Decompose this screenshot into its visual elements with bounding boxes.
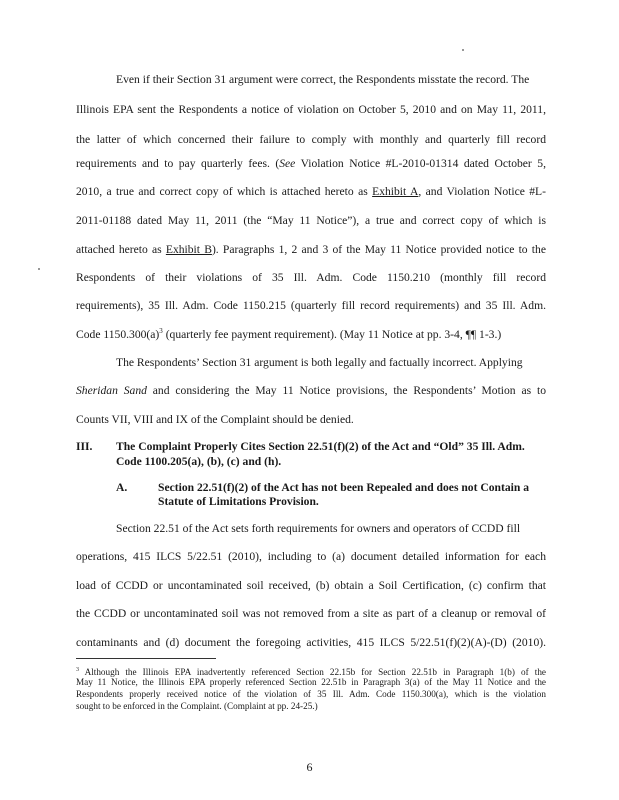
text-line: attached hereto as Exhibit B). Paragraphs 1, 2 and 3 of the May 11 Notice provided notice to the xyxy=(76,243,546,256)
subsection-letter: A. xyxy=(116,481,128,494)
text-line: requirements and to pay quarterly fees. (See Violation Notice #L-2010-01314 dated October 5, xyxy=(76,157,546,170)
scan-speck xyxy=(462,49,464,51)
text-line: the latter of which concerned their failure to comply with monthly and quarterly fill record xyxy=(76,133,546,146)
text-line: Section 22.51 of the Act sets forth requirements for owners and operators of CCDD fill xyxy=(116,522,521,535)
text-line: load of CCDD or uncontaminated soil received, (b) obtain a Soil Certification, (c) confirm that xyxy=(76,579,546,592)
text-line: operations, 415 ILCS 5/22.51 (2010), including to (a) document detailed information for each xyxy=(76,550,546,563)
footnote-line: May 11 Notice, the Illinois EPA properly referenced Section 22.51b in Paragraph 3(a) of the May 11 Notice and the xyxy=(76,677,546,687)
text-line: Even if their Section 31 argument were correct, the Respondents misstate the record. The xyxy=(116,73,530,86)
exhibit-b-reference: Exhibit B xyxy=(165,243,212,256)
section-number: III. xyxy=(76,440,93,453)
text-line: 2010, a true and correct copy of which is attached hereto as Exhibit A, and Violation Notice #L- xyxy=(76,185,547,198)
section-heading: The Complaint Properly Cites Section 22.51(f)(2) of the Act and “Old” 35 Ill. Adm. xyxy=(116,440,525,453)
text-line: Illinois EPA sent the Respondents a notice of violation on October 5, 2010 and on May 11, 2011, xyxy=(76,103,546,116)
footnote-separator xyxy=(76,658,216,659)
footnote-line: $^3$ Although the Illinois EPA inadvertently referenced Section 22.15b for Section 22.51b in Paragraph 1(b) of the xyxy=(76,667,546,678)
footnote-marker: 3 xyxy=(159,327,163,335)
text-line: 2011-01188 dated May 11, 2011 (the “May 11 Notice”), a true and correct copy of which is xyxy=(76,214,546,227)
text-line: the CCDD or uncontaminated soil was not removed from a site as part of a cleanup or removal of xyxy=(76,607,546,620)
text-line: The Respondents’ Section 31 argument is both legally and factually incorrect. Applying xyxy=(116,356,523,369)
text-line: contaminants and (d) document the foregoing activities, 415 ILCS 5/22.51(f)(2)(A)-(D) (2010). xyxy=(76,636,546,649)
text-line: requirements), 35 Ill. Adm. Code 1150.215 (quarterly fill record requirements) and 35 Ill. Adm. xyxy=(76,299,546,312)
footnote-line: sought to be enforced in the Complaint. (Complaint at pp. 24-25.) xyxy=(76,701,318,711)
page-number: 6 xyxy=(306,760,313,774)
scan-speck xyxy=(38,268,40,270)
exhibit-a-reference: Exhibit A xyxy=(372,185,419,198)
footnote-line: Respondents properly received notice of the violation of 35 Ill. Adm. Code 1150.300(a), which is the violation xyxy=(76,689,546,699)
text-line: Counts VII, VIII and IX of the Complaint should be denied. xyxy=(76,413,354,426)
text-line: Code $1150.300(a)^3$ (quarterly fee payment requirement). (May 11 Notice at pp. 3-4, ¶¶ 1-3.) xyxy=(76,327,502,341)
text-line: Sheridan Sand and considering the May 11 Notice provisions, the Respondents’ Motion as to xyxy=(76,384,546,397)
text-line: Respondents of their violations of 35 Ill. Adm. Code 1150.210 (monthly fill record xyxy=(76,271,546,284)
section-heading-continued: Code 1100.205(a), (b), (c) and (h). xyxy=(116,455,282,468)
subsection-heading: Section 22.51(f)(2) of the Act has not been Repealed and does not Contain a xyxy=(158,481,529,494)
subsection-heading-continued: Statute of Limitations Provision. xyxy=(158,495,319,508)
